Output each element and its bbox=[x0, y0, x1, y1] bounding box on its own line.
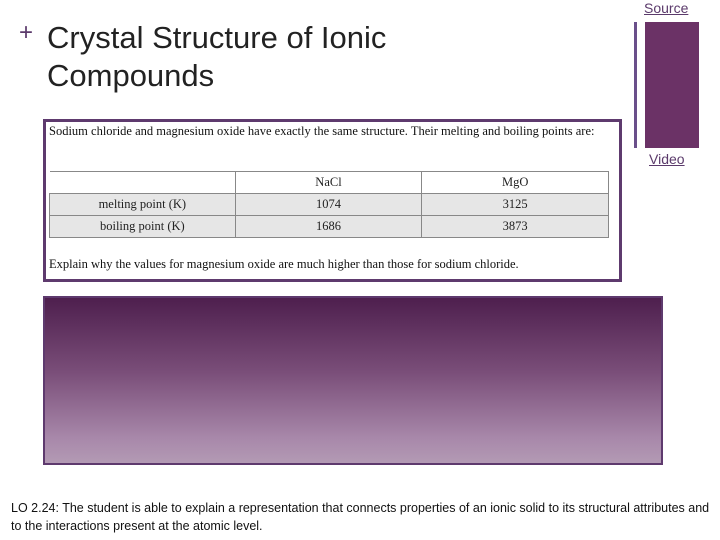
video-link[interactable]: Video bbox=[649, 151, 685, 167]
table-cell: 1686 bbox=[235, 216, 422, 238]
question-image bbox=[43, 119, 622, 282]
table-cell: 3125 bbox=[422, 194, 609, 216]
video-thumbnail[interactable] bbox=[645, 22, 699, 148]
table-cell: 1074 bbox=[235, 194, 422, 216]
table-row-label: melting point (K) bbox=[50, 194, 236, 216]
properties-table bbox=[49, 171, 609, 238]
table-row-label: boiling point (K) bbox=[50, 216, 236, 238]
answer-box bbox=[43, 296, 663, 465]
table-header-row bbox=[50, 172, 609, 194]
accent-divider bbox=[634, 22, 637, 148]
learning-objective: LO 2.24: The student is able to explain a representation that connects properties of an ionic solid to its structural attributes and to the interactions present at the atomic level. bbox=[11, 501, 710, 533]
slide-title: Crystal Structure of Ionic Compounds bbox=[47, 20, 387, 93]
source-link[interactable]: Source bbox=[644, 0, 689, 16]
table-row bbox=[50, 194, 609, 216]
question-intro: Sodium chloride and magnesium oxide have exactly the same structure. Their melting and boiling points are: bbox=[49, 124, 595, 138]
title-plus-icon: + bbox=[19, 19, 34, 46]
table-header-cell: MgO bbox=[422, 172, 609, 194]
question-prompt: Explain why the values for magnesium oxide are much higher than those for sodium chloride. bbox=[49, 257, 519, 271]
table-header-cell: NaCl bbox=[235, 172, 422, 194]
table-row bbox=[50, 216, 609, 238]
table-cell: 3873 bbox=[422, 216, 609, 238]
table-header-cell bbox=[50, 172, 236, 194]
